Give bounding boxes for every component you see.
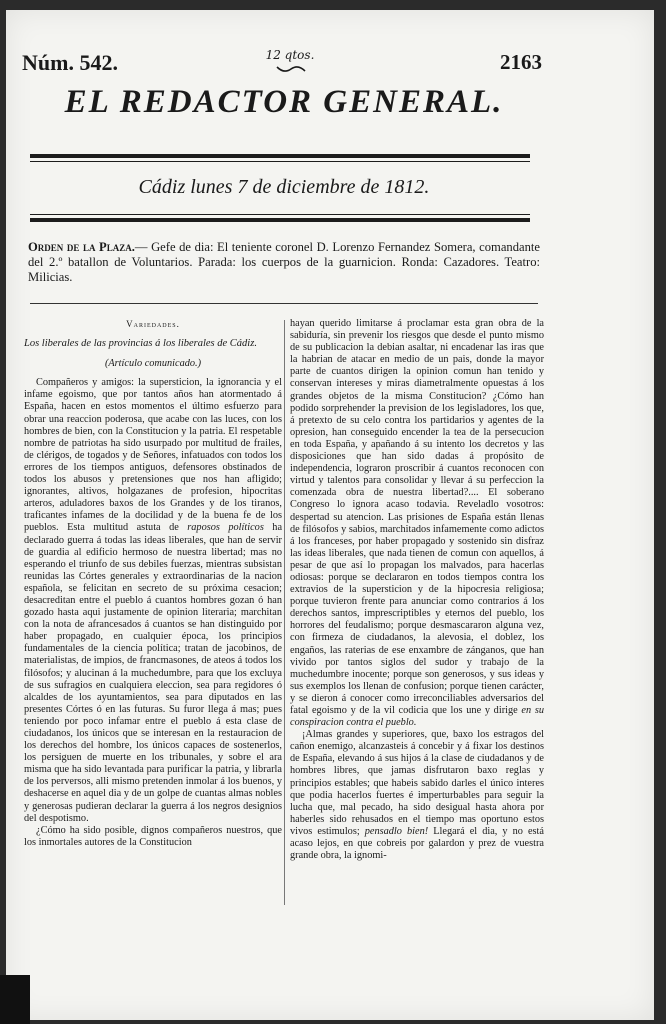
rule xyxy=(30,154,530,158)
article-subtitle: (Artículo comunicado.) xyxy=(104,358,202,370)
paragraph: ¡Almas grandes y superiores, que, baxo los estragos del cañon enemigo, alcanzasteis á concebir y á fixar los destinos de España, elevando á sus hijos á la clase de ciudadanos y de hombres libres, que jamas disfrutaron baxo reglas y principios estables; que habeis sabido darles el único interes que podia hacerlos fuertes é imperturbables para seguir la lucha que, mal pecado, ha sido desigual hasta ahora por haberles sido rehusados en el tiempo mas oportuno estos vivos estimulos; pensadlo bien! Llegará el dia, y no está acaso lejos, en que cobreis por galardon y prez de vuestra grande obra, la ignomi- xyxy=(290,729,544,862)
paragraph: Compañeros y amigos: la supersticion, la ignorancia y el infame egoismo, que por tantos años han atormentado á España, hacen en estos momentos el último esfuerzo para obrar una reaccion poderosa, que acabe con las luces, con los hombres de bien, con la Constitucion y la patria. El respetable nombre de patriotas ha sido usurpado por multitud de frailes, de clérigos, de togados y de Señores, infatuados con todos los errores de los tiempos antiguos, defensores obstinados de todos los abusos y pretensiones que nos han afligido; ignorantes, altivos, holgazanes de profesion, hipocritas arteros, aduladores baxos de los Grandes y de los tiranos, traficantes infames de la docilidad y de la buena fe de los pueblos. Esta multitud astuta de raposos políticos ha declarado guerra á todas las ideas liberales, que han de servir de guardia al edificio hermoso de nuestra libertad; mas no esperando el triunfo de sus debiles fuerzas, mientras subsistan reunidas las Córtes generales y extraordinarias de la nacion española, se felicitan en secreto de su próxima cesacion; desacreditan entre el pueblo á cuantos hombres gozan ó han gozado hasta aqui justamente de opinion literaria; marchitan con la nota de afrancesados á cuantos se han distinguido por haber propagado, en cualquier época, los principios fundamentales de la ciencia política; tratan de jacobinos, de materialistas, de impios, de francmasones, de ateos á todos los filósofos; y alucinan á la muchedumbre, para que los excluya de sus sufragios en cualquiera eleccion, sea para regidores ó alcaldes de los ayuntamientos, sea para diputados en las presentes Córtes ó en las futuras. Su furor llega á mas; pues teniendo por poco infamar entre el pueblo á esta clase de ciudadanos, los únicos que se interesan en la restauracion de los derechos del hombre, los únicos capaces de sostenerlos, los persiguen de muerte en los tribunales, y sobre el ara misma que ha sido levantada para purificar la patria, y librarla de los perversos, alli mismo pretenden inmolar á los buenos, y deshacerse en aquel dia y de un golpe de cuantas almas nobles y generosas pudieran declarar la guerra á los negros designios del despotismo. xyxy=(24,377,283,824)
page-number: 2163 xyxy=(500,50,542,74)
section-divider xyxy=(30,303,538,304)
section-title: Variedades. xyxy=(126,319,180,329)
rule xyxy=(30,218,530,222)
column-separator xyxy=(284,320,285,905)
orden-de-la-plaza xyxy=(28,240,540,285)
rule xyxy=(30,214,530,215)
issue-number: Núm. 542. xyxy=(22,50,118,75)
rule xyxy=(30,161,530,162)
scan-edge xyxy=(0,975,30,1024)
flourish-ornament xyxy=(276,64,306,74)
price: 12 qtos. xyxy=(265,48,315,62)
paragraph: hayan querido limitarse á proclamar esta gran obra de la sabiduría, sin prevenir los riesgos que desde el punto mismo de su publicacion la debian asaltar, ni encadenar las iras que la habrian de atacar en medio de un pais, donde la mayor parte de cuantos dirigen la opinion comun han tenido y conservan intereses y miras diametralmente opuestas á los grandes objetos de la misma Constitucion? ¿Cómo han podido sorprehender la prevision de los legisladores, los que, á pretexto de su celo contra los partidarios y agentes de la opresion, han conseguido encender la tea de la persecucion en toda España, y apañando á su intento los decretos y las disposiciones que han sido dadas á propósito de independencia, lograron proscribir á cuantos reconocen con virtud y talentos para consolidar y llevar á su perfeccion la comenzada obra de nuestra libertad?.... El soberano Congreso lo ignora acaso todavia. Reveladlo vosotros: despertad su atencion. Las prisiones de España están llenas de filósofos y sabios, marchitados infamemente como adictos á los franceses, por haber propagado y sostenido sin disfraz las ideas liberales, que nada tienen de comun con aquellos, á pesar de que así lo propagan los malvados, para hacerlas odiosas: porque se declararon en todos tiempos contra los extravios de la supersticion y de la hipocresia religiosa; porque tuvieron frente para anunciar como contrarios á los derechos santos, imprescriptibles y eternos del pueblo, los horrores del feudalismo; porque desmascararon alguna vez, con firmeza de ciudadanos, la alevosia, el doblez, los engaños, las raterias de ese enxambre de zánganos, que han vivido por tantos siglos del sudor y trabajo de la muchedumbre inocente; porque son generosos, y sus ideas y sus exemplos los llenan de confusion; porque tienen carácter, y se dieron á conocer como irreconciliables adversarios del fatal egoismo y de la vil codicia que los une y dirige en su conspiracion contra el pueblo. xyxy=(290,318,544,729)
orden-label: Orden de la Plaza. xyxy=(28,240,135,254)
masthead: EL REDACTOR GENERAL. xyxy=(64,84,504,120)
article-title: Los liberales de las provincias á los liberales de Cádiz. xyxy=(24,338,257,350)
column-left xyxy=(24,318,282,849)
paragraph: ¿Cómo ha sido posible, dignos compañeros nuestros, que los inmortales autores de la Constitucion xyxy=(24,824,282,848)
dateline: Cádiz lunes 7 de diciembre de 1812. xyxy=(138,176,430,198)
orden-text: — Gefe de dia: El teniente coronel D. Lorenzo Fernandez Somera, comandante del 2.º batallon de Voluntarios. Parada: los cuerpos de la guarnicion. Ronda: Cazadores. Teatro: Milicias. xyxy=(28,240,541,284)
column-right xyxy=(290,318,544,862)
header-row xyxy=(22,50,542,84)
